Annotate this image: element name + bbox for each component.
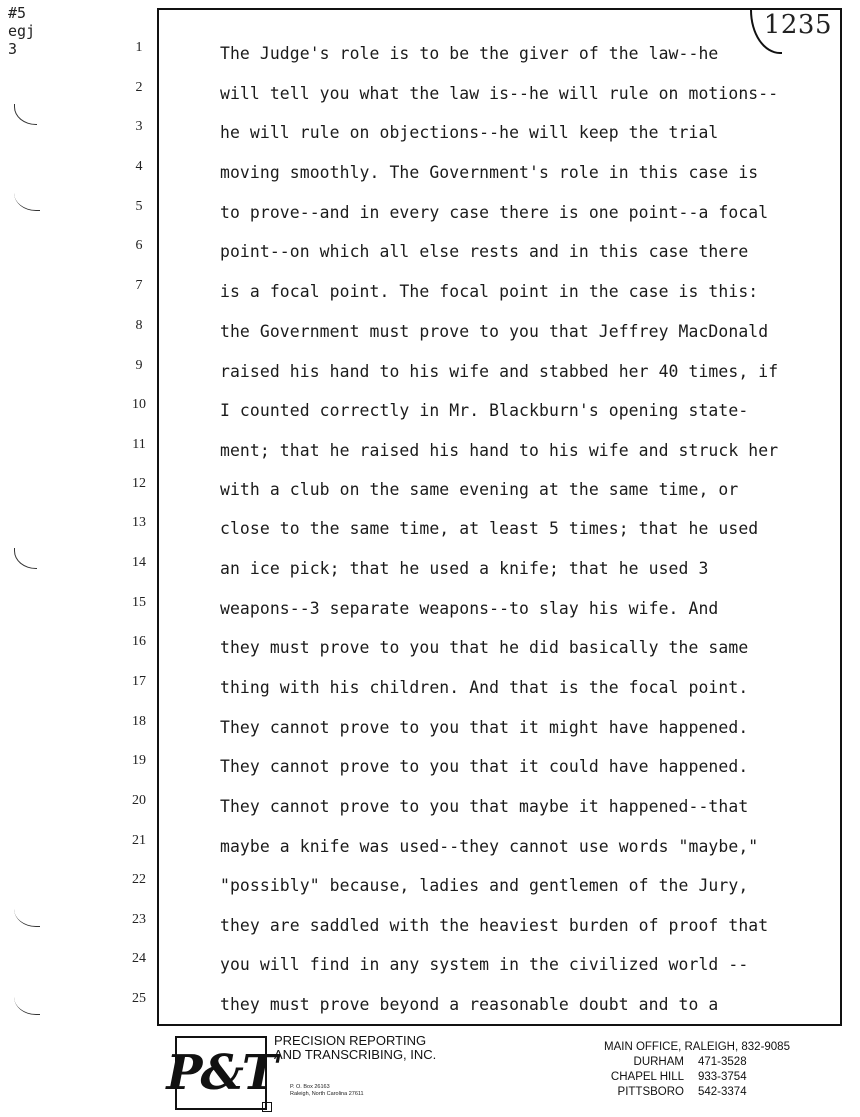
line-number: 21 [132, 833, 146, 848]
line-number: 15 [132, 595, 146, 610]
office-city: CHAPEL HILL [610, 1071, 684, 1083]
office-directory [604, 1040, 790, 1100]
line-number: 11 [132, 437, 146, 452]
margin-note-tape: 3 [8, 40, 18, 58]
po-box: P. O. Box 26163 [290, 1084, 330, 1090]
transcript-line: they must prove to you that he did basically the same [220, 638, 749, 657]
line-number: 25 [132, 991, 146, 1006]
office-phone: 542-3374 [698, 1086, 747, 1098]
line-number: 18 [132, 714, 146, 729]
transcript-line: with a club on the same evening at the same time, or [220, 480, 739, 499]
company-logo: P&T [175, 1036, 267, 1110]
transcript-line: you will find in any system in the civilized world -- [220, 955, 749, 974]
transcript-line: an ice pick; that he used a knife; that he used 3 [220, 559, 709, 578]
line-number: 24 [132, 951, 146, 966]
office-row [604, 1055, 790, 1070]
main-office: MAIN OFFICE, RALEIGH, 832-9085 [604, 1041, 790, 1053]
transcript-line: The Judge's role is to be the giver of the law--he [220, 44, 719, 63]
margin-note-section: #5 [8, 4, 27, 22]
logo-square-mark [262, 1102, 272, 1112]
line-number: 16 [132, 634, 146, 649]
transcript-line: They cannot prove to you that maybe it happened--that [220, 797, 749, 816]
company-name-line2: AND TRANSCRIBING, INC. [274, 1047, 437, 1062]
line-number: 8 [135, 318, 143, 333]
margin-bracket-mark [14, 190, 40, 211]
margin-bracket-mark [14, 104, 37, 125]
company-name-line1: PRECISION REPORTING [274, 1033, 427, 1048]
transcript-line: point--on which all else rests and in this case there [220, 242, 749, 261]
line-number: 23 [132, 912, 146, 927]
transcript-line: is a focal point. The focal point in the case is this: [220, 282, 759, 301]
line-number: 19 [132, 753, 146, 768]
margin-bracket-mark [14, 994, 40, 1015]
transcript-line: they are saddled with the heaviest burden of proof that [220, 916, 769, 935]
company-name [274, 1034, 436, 1062]
transcript-line: I counted correctly in Mr. Blackburn's opening state- [220, 401, 749, 420]
line-number: 1 [135, 40, 143, 55]
transcript-line: he will rule on objections--he will keep the trial [220, 123, 719, 142]
transcript-frame [157, 8, 842, 1026]
office-city: PITTSBORO [617, 1086, 684, 1098]
office-row [604, 1085, 790, 1100]
transcript-line: the Government must prove to you that Jeffrey MacDonald [220, 322, 769, 341]
transcript-line: They cannot prove to you that it might have happened. [220, 718, 749, 737]
page-number-tab [752, 12, 840, 52]
office-phone: 471-3528 [698, 1056, 747, 1068]
transcript-line: weapons--3 separate weapons--to slay his wife. And [220, 599, 719, 618]
line-number: 10 [132, 397, 146, 412]
po-address [290, 1084, 364, 1098]
transcript-line: thing with his children. And that is the focal point. [220, 678, 749, 697]
line-number: 2 [135, 80, 143, 95]
line-number: 7 [135, 278, 143, 293]
page-footer [160, 1028, 850, 1117]
office-phone: 933-3754 [698, 1071, 747, 1083]
margin-note-initials: egj [8, 22, 36, 40]
transcript-line: maybe a knife was used--they cannot use words "maybe," [220, 837, 759, 856]
line-number: 13 [132, 515, 146, 530]
line-number: 4 [135, 159, 143, 174]
page-number: 1235 [763, 10, 832, 40]
line-number: 5 [135, 199, 143, 214]
line-number: 22 [132, 872, 146, 887]
line-number: 20 [132, 793, 146, 808]
margin-bracket-mark [14, 906, 40, 927]
line-number: 9 [135, 358, 143, 373]
transcript-line: to prove--and in every case there is one point--a focal [220, 203, 769, 222]
transcript-line: They cannot prove to you that it could have happened. [220, 757, 749, 776]
po-city: Raleigh, North Carolina 27611 [290, 1091, 364, 1097]
line-number: 12 [132, 476, 146, 491]
transcript-line: they must prove beyond a reasonable doubt and to a [220, 995, 719, 1014]
office-row [604, 1070, 790, 1085]
line-number: 3 [135, 119, 143, 134]
transcript-line: raised his hand to his wife and stabbed her 40 times, if [220, 362, 779, 381]
transcript-line: "possibly" because, ladies and gentlemen of the Jury, [220, 876, 749, 895]
transcript-line: ment; that he raised his hand to his wife and struck her [220, 441, 779, 460]
transcript-line: close to the same time, at least 5 times; that he used [220, 519, 759, 538]
transcript-line: will tell you what the law is--he will rule on motions-- [220, 84, 779, 103]
line-number: 14 [132, 555, 146, 570]
office-city: DURHAM [633, 1056, 684, 1068]
line-number: 17 [132, 674, 146, 689]
transcript-line: moving smoothly. The Government's role in this case is [220, 163, 759, 182]
margin-bracket-mark [14, 548, 37, 569]
line-number: 6 [135, 238, 143, 253]
